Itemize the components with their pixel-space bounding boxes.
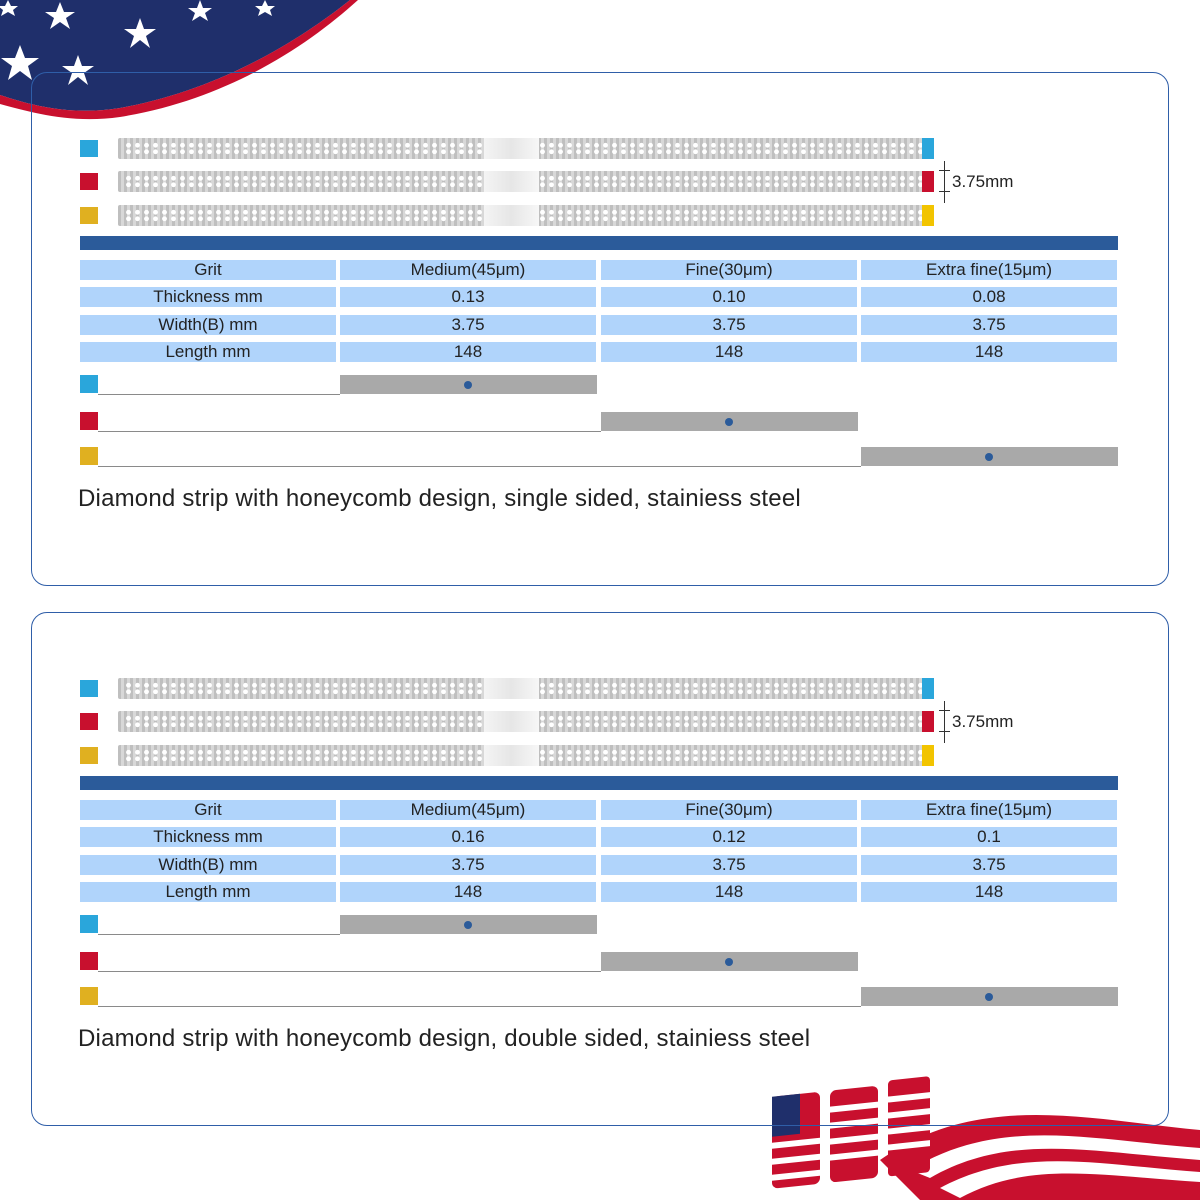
marker-dot-icon: [725, 958, 733, 966]
table-cell: Extra fine(15μm): [861, 260, 1117, 280]
grit-indicator-fine: [80, 412, 1120, 432]
grit-marker-bar: [861, 987, 1118, 1006]
marker-dot-icon: [985, 453, 993, 461]
color-square-red: [80, 173, 98, 190]
product-panel-single-sided: [31, 72, 1169, 586]
spec-table: [80, 800, 1120, 909]
strip-row-blue: [80, 138, 980, 158]
strip-row-blue: [80, 678, 980, 698]
marker-dot-icon: [464, 921, 472, 929]
product-caption: Diamond strip with honeycomb design, single sided, stainiess steel: [78, 485, 801, 512]
table-cell: Length mm: [80, 882, 336, 902]
color-square-blue: [80, 140, 98, 157]
table-row: [80, 827, 1120, 847]
table-cell: Medium(45μm): [340, 260, 596, 280]
grit-indicator-extra-fine: [80, 447, 1120, 467]
table-header-row: [80, 260, 1120, 280]
strip-row-yellow: [80, 745, 980, 765]
table-row: [80, 855, 1120, 875]
table-cell: Fine(30μm): [601, 800, 857, 820]
color-square-blue: [80, 680, 98, 697]
grit-indicator-fine: [80, 952, 1120, 972]
color-square-yellow: [80, 987, 98, 1005]
color-square-blue: [80, 375, 98, 393]
table-cell: 148: [861, 342, 1117, 362]
table-cell: Grit: [80, 800, 336, 820]
table-cell: Width(B) mm: [80, 855, 336, 875]
spec-table: [80, 260, 1120, 369]
table-cell: 3.75: [861, 315, 1117, 335]
table-cell: 148: [861, 882, 1117, 902]
width-dimension: [944, 161, 1074, 203]
table-cell: 0.13: [340, 287, 596, 307]
grit-indicator-medium: [80, 915, 1120, 935]
color-square-yellow: [80, 447, 98, 465]
table-cell: 0.16: [340, 827, 596, 847]
marker-dot-icon: [985, 993, 993, 1001]
product-panel-double-sided: [31, 612, 1169, 1126]
table-cell: Thickness mm: [80, 827, 336, 847]
strip-row-yellow: [80, 205, 980, 225]
diamond-strip-blue: [118, 678, 934, 699]
table-cell: 3.75: [340, 315, 596, 335]
color-square-red: [80, 713, 98, 730]
table-cell: 3.75: [861, 855, 1117, 875]
color-square-yellow: [80, 207, 98, 224]
table-cell: 148: [340, 882, 596, 902]
diamond-strip-yellow: [118, 205, 934, 226]
table-cell: 0.08: [861, 287, 1117, 307]
grit-marker-bar: [340, 375, 597, 394]
marker-dot-icon: [725, 418, 733, 426]
header-bar: [80, 776, 1118, 790]
color-square-red: [80, 412, 98, 430]
grit-marker-bar: [340, 915, 597, 934]
grit-marker-bar: [601, 952, 858, 971]
table-cell: 148: [340, 342, 596, 362]
table-cell: 3.75: [601, 855, 857, 875]
table-cell: Length mm: [80, 342, 336, 362]
table-cell: 0.12: [601, 827, 857, 847]
grit-marker-bar: [861, 447, 1118, 466]
diamond-strip-blue: [118, 138, 934, 159]
diamond-strip-yellow: [118, 745, 934, 766]
strip-row-red: [80, 171, 980, 191]
color-square-blue: [80, 915, 98, 933]
table-cell: 0.1: [861, 827, 1117, 847]
diamond-strip-red: [118, 171, 934, 192]
table-row: [80, 342, 1120, 362]
table-cell: 3.75: [340, 855, 596, 875]
width-dimension: [944, 701, 1074, 743]
table-cell: Width(B) mm: [80, 315, 336, 335]
strip-row-red: [80, 711, 980, 731]
marker-dot-icon: [464, 381, 472, 389]
table-cell: 148: [601, 882, 857, 902]
grit-marker-bar: [601, 412, 858, 431]
table-row: [80, 315, 1120, 335]
table-row: [80, 882, 1120, 902]
table-cell: Medium(45μm): [340, 800, 596, 820]
table-cell: Thickness mm: [80, 287, 336, 307]
table-cell: Grit: [80, 260, 336, 280]
table-cell: 3.75: [601, 315, 857, 335]
product-caption: Diamond strip with honeycomb design, double sided, stainiess steel: [78, 1025, 811, 1052]
dimension-label: 3.75mm: [952, 712, 1014, 731]
grit-indicator-medium: [80, 375, 1120, 395]
header-bar: [80, 236, 1118, 250]
table-row: [80, 287, 1120, 307]
grit-indicator-extra-fine: [80, 987, 1120, 1007]
color-square-red: [80, 952, 98, 970]
table-cell: 0.10: [601, 287, 857, 307]
table-cell: Extra fine(15μm): [861, 800, 1117, 820]
dimension-label: 3.75mm: [952, 172, 1014, 191]
table-header-row: [80, 800, 1120, 820]
color-square-yellow: [80, 747, 98, 764]
table-cell: 148: [601, 342, 857, 362]
diamond-strip-red: [118, 711, 934, 732]
table-cell: Fine(30μm): [601, 260, 857, 280]
